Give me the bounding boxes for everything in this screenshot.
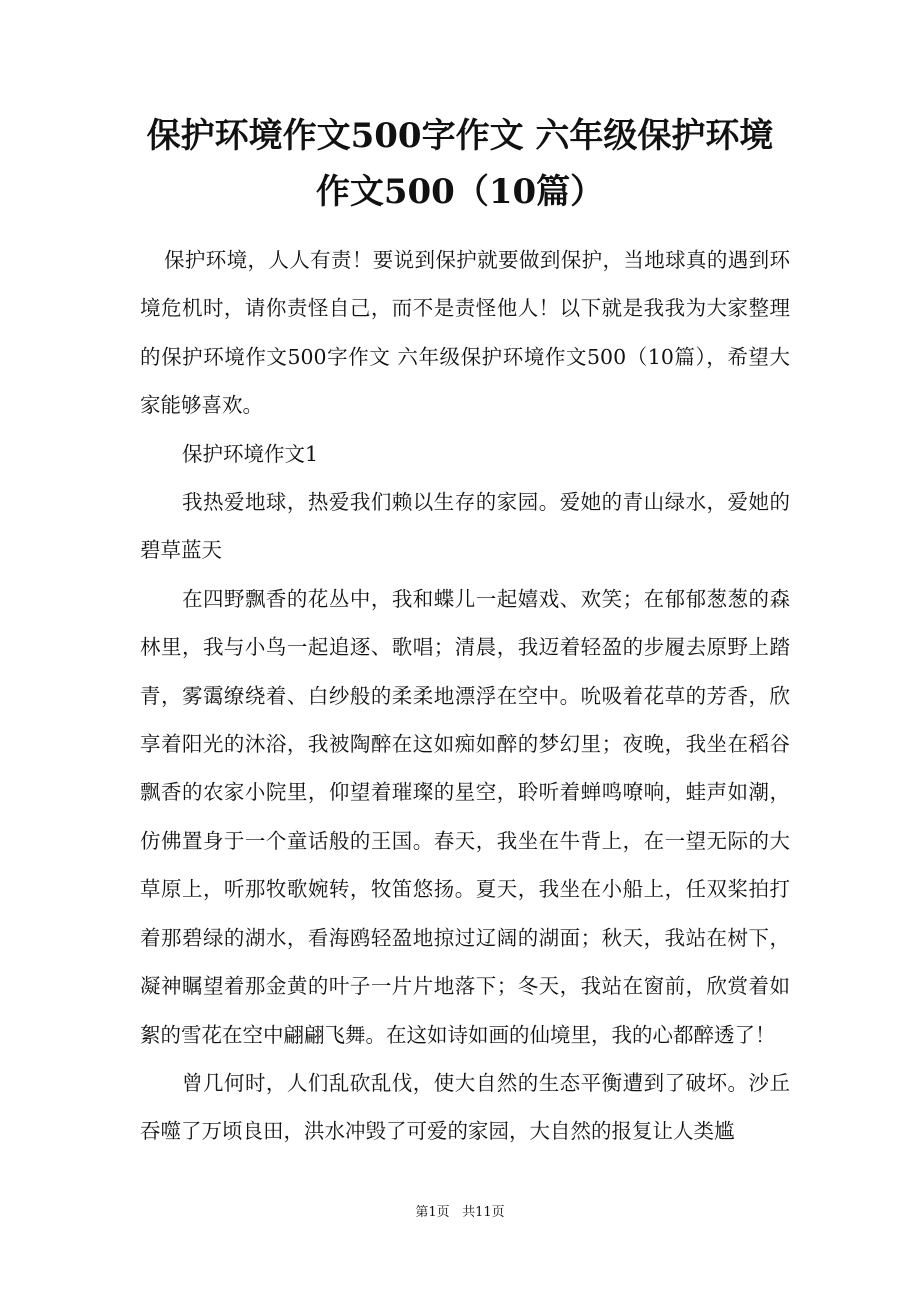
title-line-2: 作文500（10篇） bbox=[315, 172, 605, 212]
body-paragraph: 曾几何时，人们乱砍乱伐，使大自然的生态平衡遭到了破坏。沙丘吞噬了万顷良田，洪水冲毁了可爱的家园，大自然的报复让人类尴 bbox=[140, 1070, 790, 1144]
body-paragraph: 在四野飘香的花丛中，我和蝶儿一起嬉戏、欢笑；在郁郁葱葱的森林里，我与小鸟一起追逐、歌唱；清晨，我迈着轻盈的步履去原野上踏青，雾霭缭绕着、白纱般的柔柔地漂浮在空中。吮吸着花草的芳香，欣享着阳光的沐浴，我被陶醉在这如痴如醉的梦幻里；夜晚，我坐在稻谷飘香的农家小院里，仰望着璀璨的星空，聆听着蝉鸣嘹响，蛙声如潮，仿佛置身于一个童话般的王国。春天，我坐在牛背上，在一望无际的大草原上，听那牧歌婉转，牧笛悠扬。夏天，我坐在小船上，任双桨拍打着那碧绿的湖水，看海鸥轻盈地掠过辽阔的湖面；秋天，我站在树下，凝神瞩望着那金黄的叶子一片片地落下；冬天，我站在窗前，欣赏着如絮的雪花在空中翩翩飞舞。在这如诗如画的仙境里，我的心都醉透了！ bbox=[140, 586, 790, 1047]
page-number-current: 第1页 bbox=[415, 1205, 450, 1220]
section-heading: 保护环境作文1 bbox=[182, 441, 319, 466]
intro-paragraph: 保护环境，人人有责！要说到保护就要做到保护，当地球真的遇到环境危机时，请你责怪自己，而不是责怪他人！以下就是我我为大家整理的保护环境作文500字作文 六年级保护环境作文500（10篇），希望大家能够喜欢。 bbox=[140, 248, 790, 418]
body-paragraph: 我热爱地球，热爱我们赖以生存的家园。爱她的青山绿水，爱她的碧草蓝天 bbox=[140, 490, 790, 563]
document-title bbox=[110, 108, 810, 220]
page-footer bbox=[0, 1204, 920, 1222]
page-number-total: 共11页 bbox=[462, 1205, 505, 1220]
document-body bbox=[140, 236, 790, 1156]
title-line-1: 保护环境作文500字作文 六年级保护环境 bbox=[146, 116, 774, 156]
footer-spacer bbox=[450, 1205, 462, 1220]
